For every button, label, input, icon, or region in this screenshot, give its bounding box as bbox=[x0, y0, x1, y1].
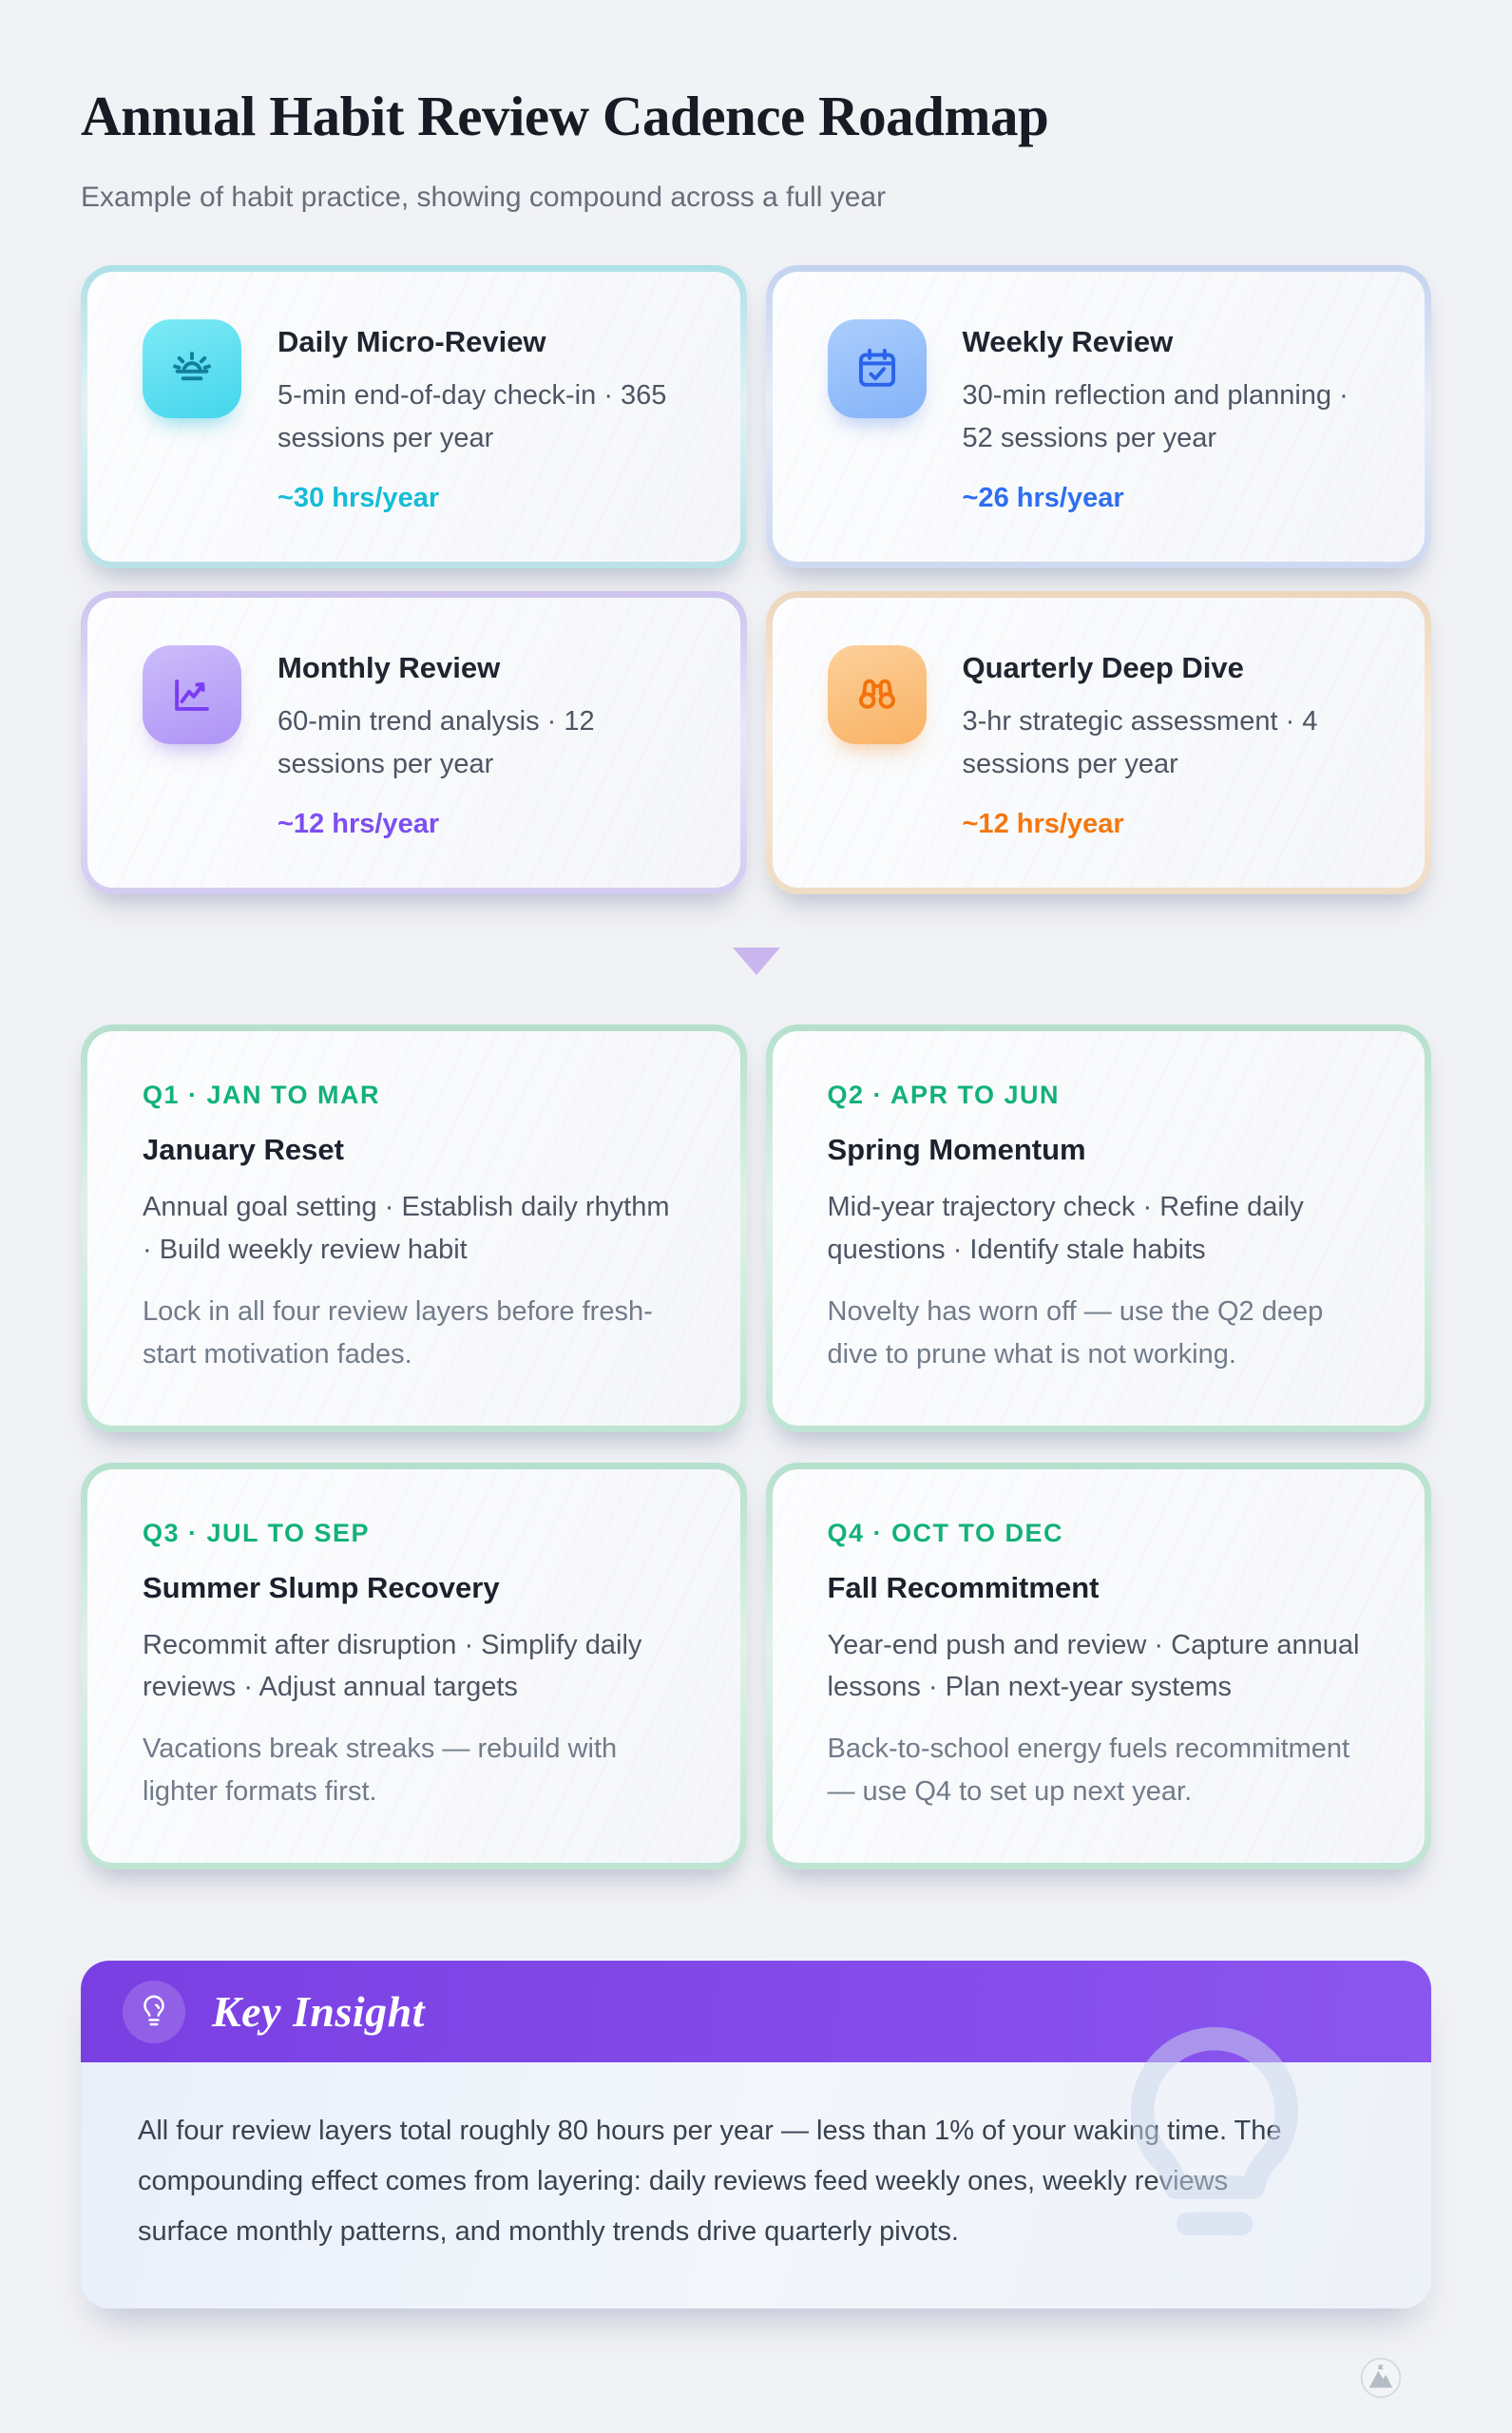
cadence-description: 60-min trend analysis · 12 sessions per year bbox=[278, 705, 595, 779]
quarter-title: Summer Slump Recovery bbox=[143, 1570, 500, 1604]
cadence-hours: ~26 hrs/year bbox=[962, 482, 1124, 513]
mountain-flag-logo-icon bbox=[1359, 2356, 1403, 2400]
quarter-title: Fall Recommitment bbox=[827, 1570, 1100, 1604]
quarter-title: January Reset bbox=[143, 1132, 344, 1166]
quarter-note: Lock in all four review layers before fresh-start motivation fades. bbox=[143, 1295, 653, 1370]
lightbulb-icon bbox=[123, 1981, 185, 2043]
cadence-title: Weekly Review bbox=[962, 325, 1174, 358]
quarter-card-q2 bbox=[766, 1025, 1432, 1432]
quarter-note: Back-to-school energy fuels recommitment — use Q4 to set up next year. bbox=[827, 1734, 1350, 1808]
quarter-description: Recommit after disruption · Simplify daily reviews · Adjust annual targets bbox=[143, 1629, 642, 1703]
page-title: Annual Habit Review Cadence Roadmap bbox=[81, 85, 1049, 147]
calendar-check-icon bbox=[828, 319, 927, 418]
quarter-note: Novelty has worn off — use the Q2 deep dive to prune what is not working. bbox=[827, 1295, 1324, 1370]
sunrise-icon bbox=[143, 319, 241, 418]
quarter-description: Year-end push and review · Capture annual lessons · Plan next-year systems bbox=[827, 1629, 1360, 1703]
quarter-label: Q2 · APR TO JUN bbox=[827, 1080, 1061, 1109]
cadence-title: Daily Micro-Review bbox=[278, 325, 546, 358]
quarter-description: Annual goal setting · Establish daily rhythm · Build weekly review habit bbox=[143, 1191, 670, 1265]
cadence-card-monthly bbox=[81, 591, 747, 894]
quarter-grid bbox=[81, 1025, 1431, 1870]
infographic-root bbox=[81, 0, 1431, 2400]
quarter-label: Q4 · OCT TO DEC bbox=[827, 1518, 1064, 1547]
cadence-grid bbox=[81, 265, 1431, 894]
trend-up-icon bbox=[143, 645, 241, 744]
cadence-hours: ~12 hrs/year bbox=[962, 808, 1124, 839]
cadence-title: Quarterly Deep Dive bbox=[962, 650, 1244, 684]
cadence-description: 3-hr strategic assessment · 4 sessions per year bbox=[962, 705, 1318, 779]
quarter-label: Q3 · JUL TO SEP bbox=[143, 1518, 371, 1547]
cadence-hours: ~12 hrs/year bbox=[278, 808, 440, 839]
quarter-card-q4 bbox=[766, 1463, 1432, 1870]
key-insight-header bbox=[81, 1961, 1431, 2062]
page-subtitle: Example of habit practice, showing compound across a full year bbox=[81, 182, 887, 213]
key-insight-body bbox=[81, 2062, 1431, 2308]
quarter-card-q3 bbox=[81, 1463, 747, 1870]
quarter-title: Spring Momentum bbox=[827, 1132, 1086, 1166]
quarter-description: Mid-year trajectory check · Refine daily questions · Identify stale habits bbox=[827, 1191, 1304, 1265]
quarter-label: Q1 · JAN TO MAR bbox=[143, 1080, 381, 1109]
down-triangle-separator-icon bbox=[733, 948, 780, 975]
cadence-description: 5-min end-of-day check-in · 365 sessions per year bbox=[278, 380, 667, 453]
cadence-hours: ~30 hrs/year bbox=[278, 482, 440, 513]
cadence-card-quarterly bbox=[766, 591, 1432, 894]
cadence-card-daily bbox=[81, 265, 747, 568]
quarter-card-q1 bbox=[81, 1025, 747, 1432]
key-insight-title: Key Insight bbox=[212, 1987, 426, 2037]
key-insight-card bbox=[81, 1961, 1431, 2308]
cadence-description: 30-min reflection and planning · 52 sessions per year bbox=[962, 380, 1349, 453]
footer bbox=[81, 2308, 1431, 2400]
quarter-note: Vacations break streaks — rebuild with lighter formats first. bbox=[143, 1734, 618, 1808]
cadence-card-weekly bbox=[766, 265, 1432, 568]
key-insight-text: All four review layers total roughly 80 hours per year — less than 1% of your waking time. The compounding effect comes from layering: daily reviews feed weekly ones, weekly reviews surface monthly patterns, and monthly trends drive quarterly pivots. bbox=[138, 2116, 1282, 2247]
cadence-title: Monthly Review bbox=[278, 650, 501, 684]
binoculars-icon bbox=[828, 645, 927, 744]
